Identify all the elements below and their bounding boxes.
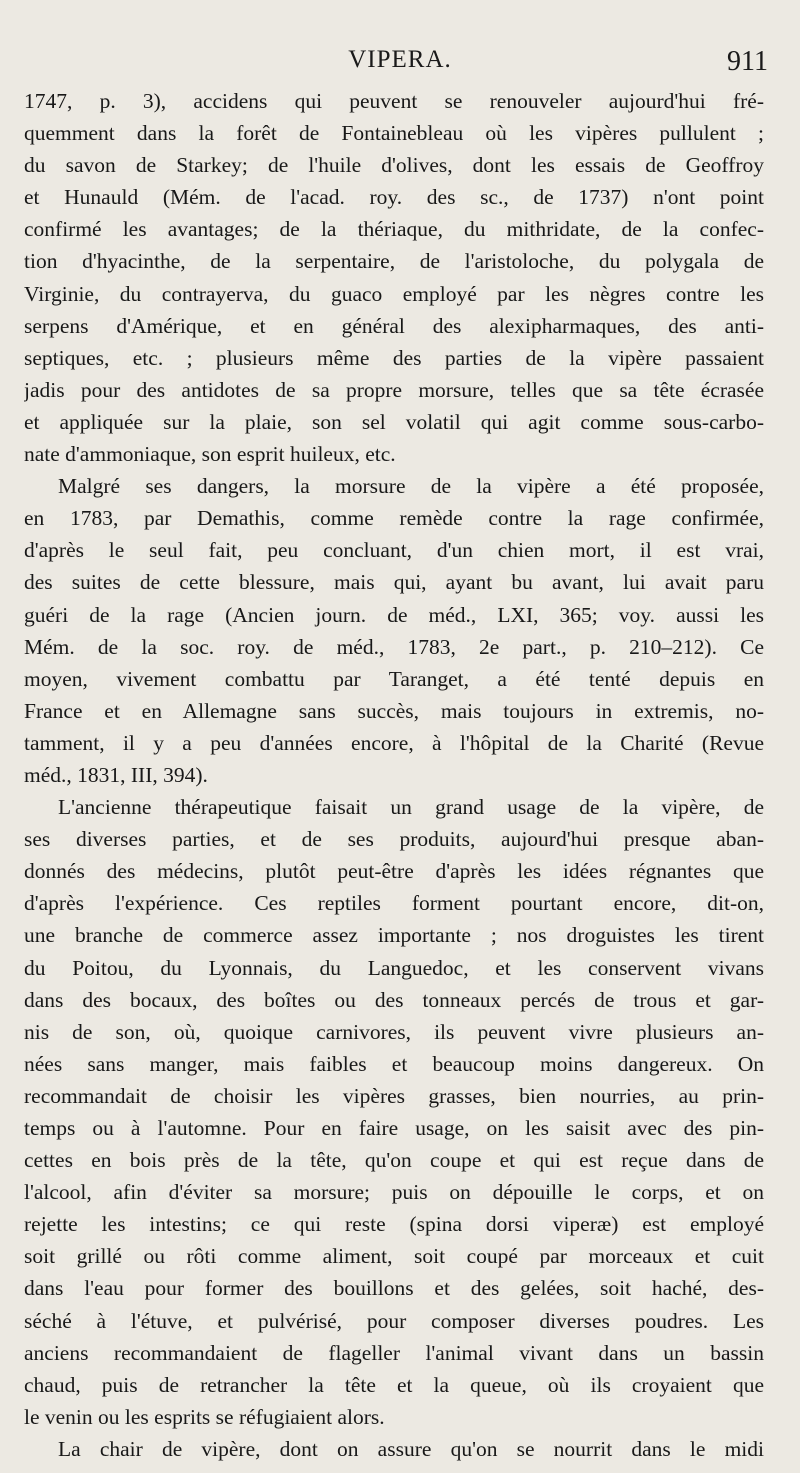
text-line: Malgré ses dangers, la morsure de la vipère a été proposée, bbox=[58, 474, 764, 499]
paragraph bbox=[24, 470, 764, 791]
text-line: La chair de vipère, dont on assure qu'on se nourrit dans le midi bbox=[58, 1436, 764, 1461]
text-line: jadis pour des antidotes de sa propre morsure, telles que sa tête écrasée bbox=[24, 377, 764, 402]
text-line: recommandait de choisir les vipères grasses, bien nourries, au prin- bbox=[24, 1083, 764, 1108]
paragraph bbox=[24, 791, 764, 1433]
text-line: nis de son, où, quoique carnivores, ils peuvent vivre plusieurs an- bbox=[24, 1019, 764, 1044]
text-line: et appliquée sur la plaie, son sel volatil qui agit comme sous-carbo- bbox=[24, 409, 764, 434]
body-text bbox=[24, 85, 764, 1465]
text-line: et Hunauld (Mém. de l'acad. roy. des sc., de 1737) n'ont point bbox=[24, 185, 764, 210]
running-title: VIPERA. bbox=[348, 46, 452, 73]
text-line: rejette les intestins; ce qui reste (spina dorsi viperæ) est employé bbox=[24, 1212, 764, 1237]
text-line: le venin ou les esprits se réfugiaient alors. bbox=[24, 1404, 385, 1429]
text-line: nées sans manger, mais faibles et beaucoup moins dangereux. On bbox=[24, 1051, 764, 1076]
text-line: Virginie, du contrayerva, du guaco employé par les nègres contre les bbox=[24, 281, 764, 306]
text-line: du savon de Starkey; de l'huile d'olives, dont les essais de Geoffroy bbox=[24, 153, 764, 178]
page-number: 911 bbox=[727, 46, 768, 77]
text-line: d'après l'expérience. Ces reptiles forment pourtant encore, dit-on, bbox=[24, 891, 764, 916]
text-line: l'alcool, afin d'éviter sa morsure; puis on dépouille le corps, et on bbox=[24, 1180, 764, 1205]
text-line: séché à l'étuve, et pulvérisé, pour composer diverses poudres. Les bbox=[24, 1308, 764, 1333]
text-line: septiques, etc. ; plusieurs même des parties de la vipère passaient bbox=[24, 345, 764, 370]
text-line: donnés des médecins, plutôt peut-être d'après les idées régnantes que bbox=[24, 859, 764, 884]
text-line: soit grillé ou rôti comme aliment, soit coupé par morceaux et cuit bbox=[24, 1244, 764, 1269]
text-line: chaud, puis de retrancher la tête et la queue, où ils croyaient que bbox=[24, 1372, 764, 1397]
text-line: nate d'ammoniaque, son esprit huileux, etc. bbox=[24, 442, 396, 467]
text-line: cettes en bois près de la tête, qu'on coupe et qui est reçue dans de bbox=[24, 1148, 764, 1173]
text-line: tion d'hyacinthe, de la serpentaire, de l'aristoloche, du polygala de bbox=[24, 249, 764, 274]
text-line: du Poitou, du Lyonnais, du Languedoc, et les conservent vivans bbox=[24, 955, 764, 980]
text-line: en 1783, par Demathis, comme remède contre la rage confirmée, bbox=[24, 506, 764, 531]
paragraph bbox=[24, 1433, 764, 1465]
text-line: guéri de la rage (Ancien journ. de méd., LXI, 365; voy. aussi les bbox=[24, 602, 764, 627]
text-line: L'ancienne thérapeutique faisait un grand usage de la vipère, de bbox=[58, 795, 764, 820]
text-line: dans l'eau pour former des bouillons et des gelées, soit haché, des- bbox=[24, 1276, 764, 1301]
text-line: méd., 1831, III, 394). bbox=[24, 762, 208, 787]
text-line: France et en Allemagne sans succès, mais toujours in extremis, no- bbox=[24, 698, 764, 723]
text-line: d'après le seul fait, peu concluant, d'un chien mort, il est vrai, bbox=[24, 538, 764, 563]
running-head bbox=[24, 46, 776, 86]
text-line: 1747, p. 3), accidens qui peuvent se renouveler aujourd'hui fré- bbox=[24, 89, 764, 113]
text-line: temps ou à l'automne. Pour en faire usage, on les saisit avec des pin- bbox=[24, 1116, 764, 1140]
text-line: une branche de commerce assez importante ; nos droguistes les tirent bbox=[24, 923, 764, 948]
text-line: tamment, il y a peu d'années encore, à l'hôpital de la Charité (Revue bbox=[24, 730, 764, 755]
text-line: confirmé les avantages; de la thériaque, du mithridate, de la confec- bbox=[24, 217, 764, 242]
text-line: ses diverses parties, et de ses produits, aujourd'hui presque aban- bbox=[24, 827, 764, 852]
text-line: quemment dans la forêt de Fontainebleau où les vipères pullulent ; bbox=[24, 121, 764, 146]
text-line: des suites de cette blessure, mais qui, ayant bu avant, lui avait paru bbox=[24, 570, 764, 595]
text-line: Mém. de la soc. roy. de méd., 1783, 2e part., p. 210–212). Ce bbox=[24, 634, 764, 659]
text-line: serpens d'Amérique, et en général des alexipharmaques, des anti- bbox=[24, 313, 764, 338]
paragraph bbox=[24, 85, 764, 470]
text-line: moyen, vivement combattu par Taranget, a été tenté depuis en bbox=[24, 666, 764, 691]
text-line: anciens recommandaient de flageller l'animal vivant dans un bassin bbox=[24, 1340, 764, 1365]
text-line: dans des bocaux, des boîtes ou des tonneaux percés de trous et gar- bbox=[24, 987, 764, 1012]
